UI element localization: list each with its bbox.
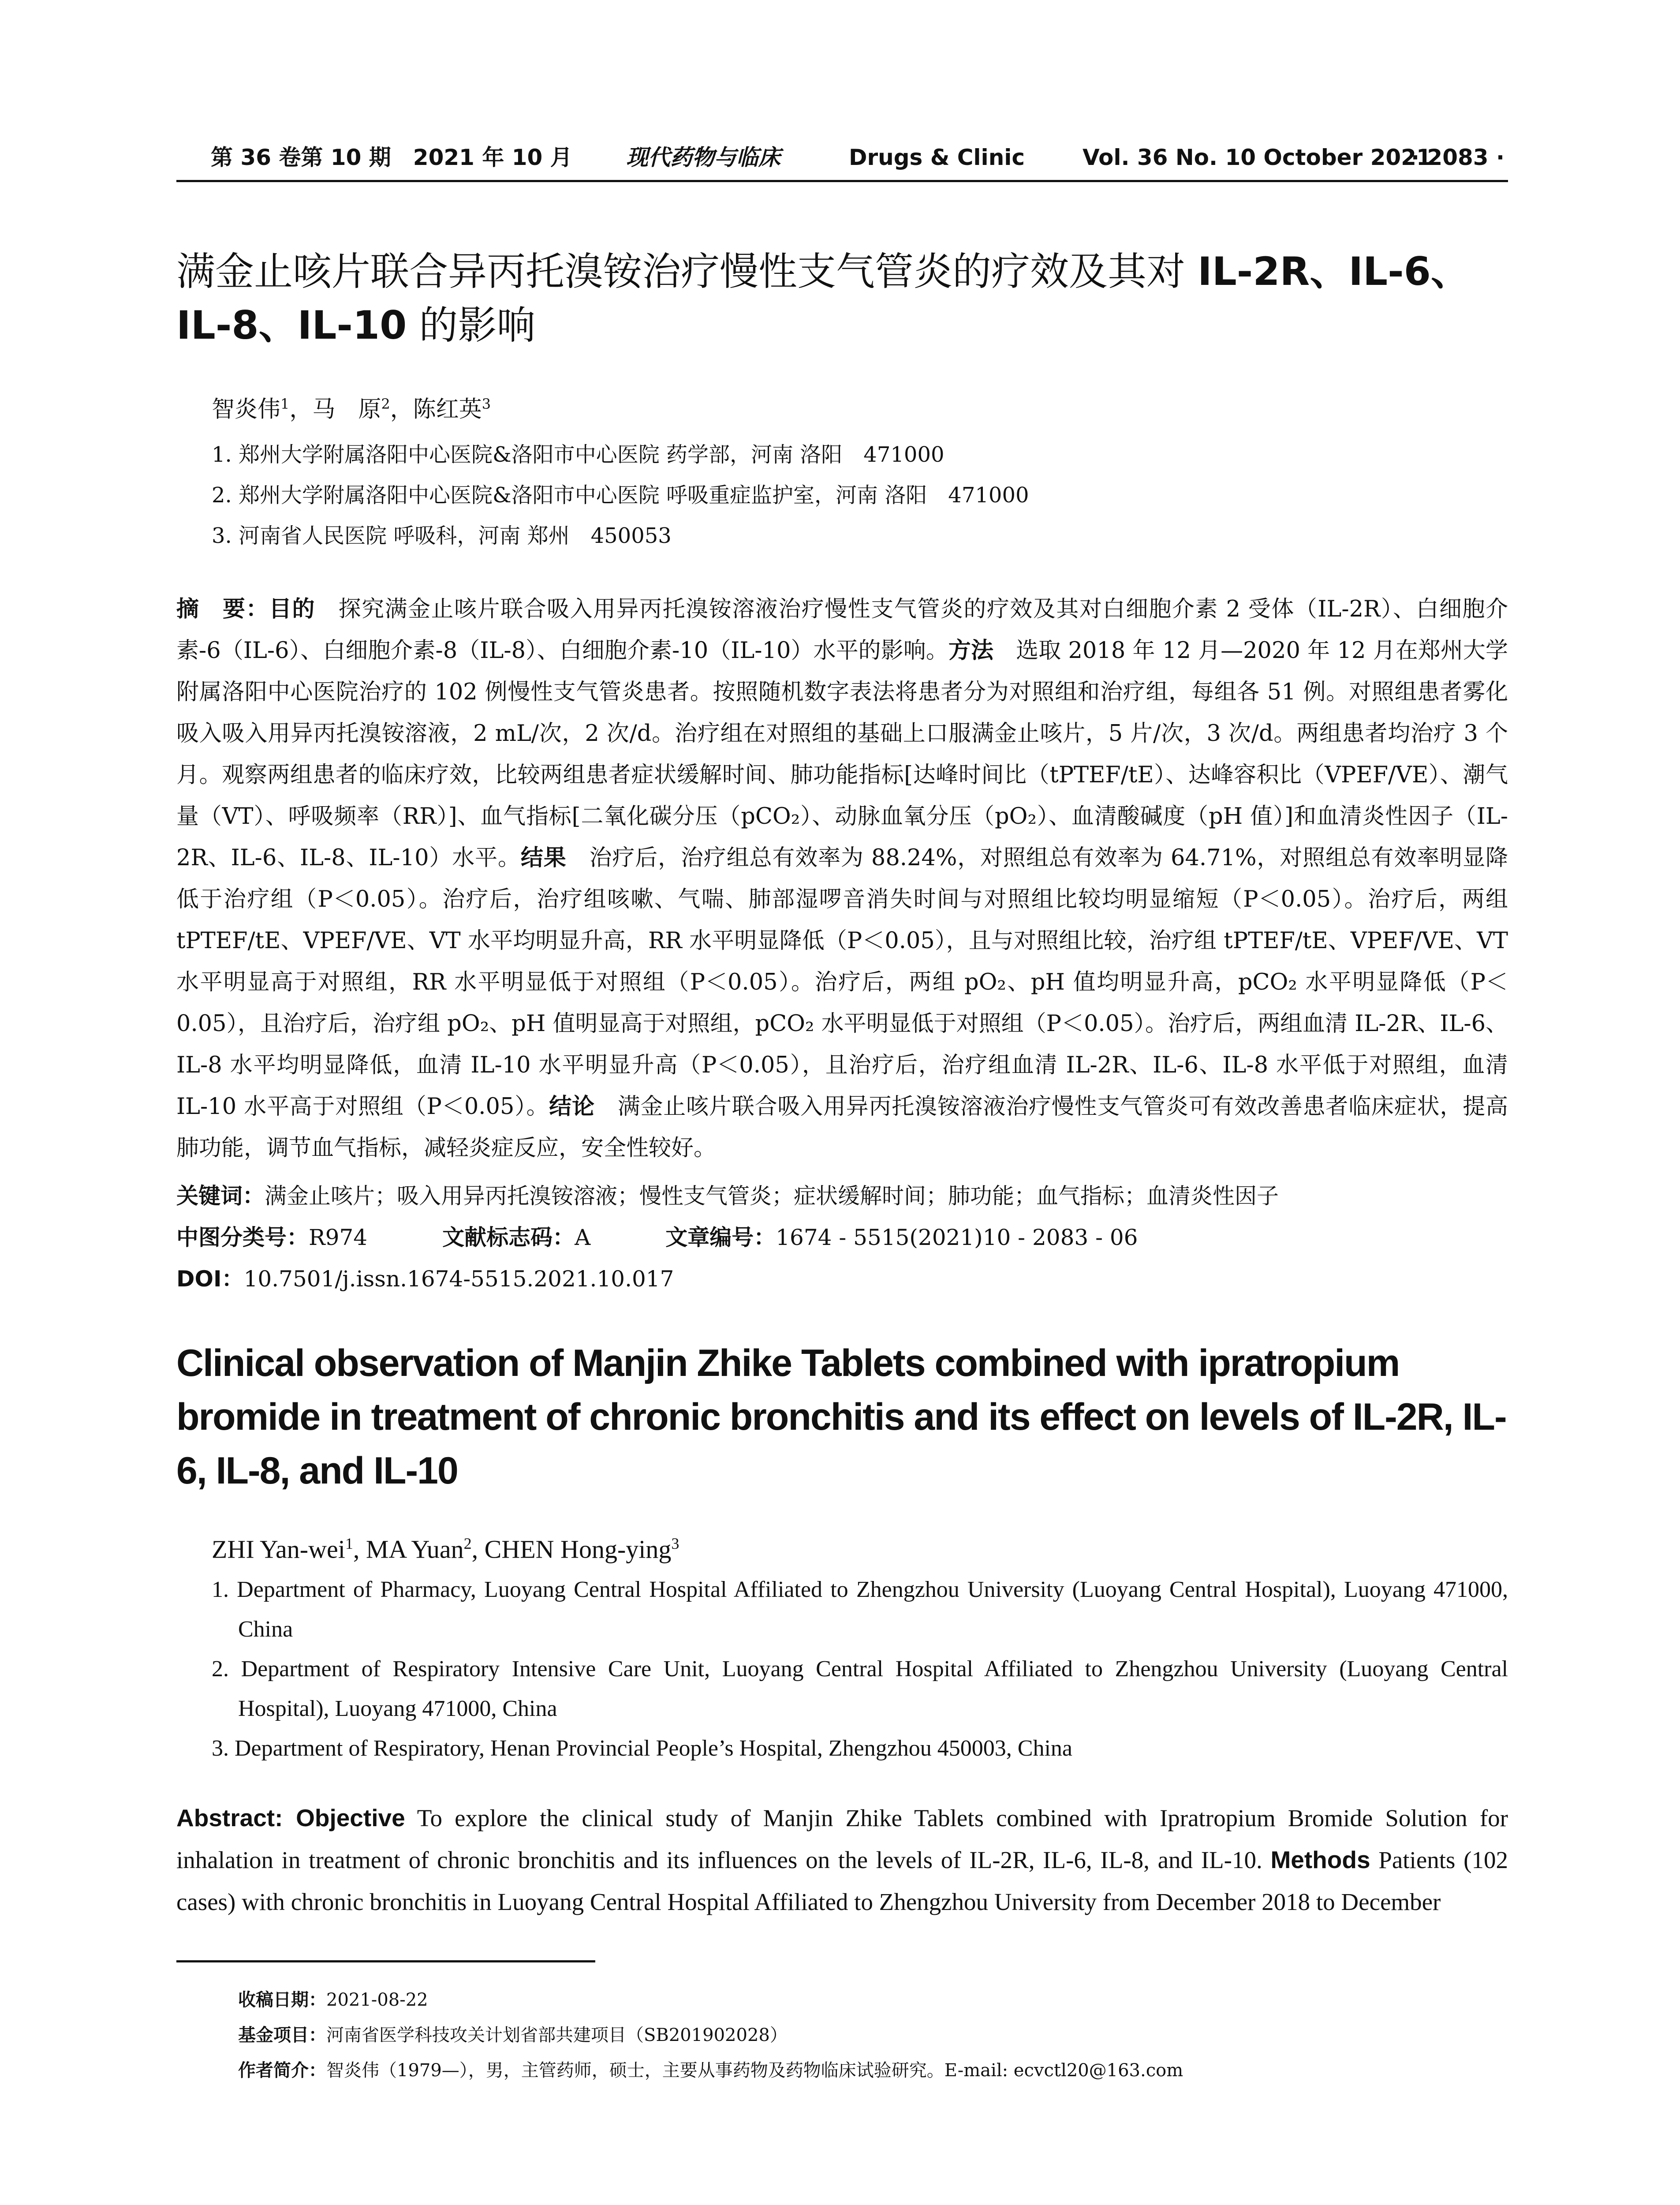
- authors-en: ZHI Yan-wei$^1$, MA Yuan$^2$, CHEN Hong-ying$^3$: [212, 1535, 679, 1564]
- affiliations-cn: [212, 434, 1029, 556]
- affiliation-cn-2: 2. 郑州大学附属洛阳中心医院&洛阳市中心医院 呼吸重症监护室，河南 洛阳 471000: [212, 483, 1029, 508]
- keywords-label: 关键词：: [176, 1183, 265, 1209]
- abstract-cn: [176, 589, 1508, 1169]
- abstract-en-objective: To explore the clinical study of Manjin Zhike Tablets combined with Ipratropium Bromide Solution for inhalation in treatment of chronic bronchitis and its influences on the levels of IL-2R, IL-6, IL-8, and IL-10.: [176, 1805, 1508, 1873]
- article-number-label: 文章编号：: [665, 1225, 776, 1250]
- header-volume-en: Vol. 36 No. 10 October 2021: [1083, 145, 1432, 170]
- abstract-cn-conclusion-label: 结论: [549, 1094, 595, 1120]
- received-value: 2021-08-22: [326, 1990, 428, 2010]
- affiliations-en: [212, 1570, 1508, 1768]
- abstract-cn-conclusion: 满金止咳片联合吸入用异丙托溴铵溶液治疗慢性支气管炎可有效改善患者临床症状，提高肺功能，调节血气指标，减轻炎症反应，安全性较好。: [176, 1094, 1508, 1161]
- abstract-cn-objective: 探究满金止咳片联合吸入用异丙托溴铵溶液治疗慢性支气管炎的疗效及其对白细胞介素 2 受体（IL-2R）、白细胞介素-6（IL-6）、白细胞介素-8（IL-8）、白细胞介素-10（IL-10）水平的影响。: [176, 596, 1508, 664]
- abstract-cn-results: 治疗后，治疗组总有效率为 88.24%，对照组总有效率为 64.71%，对照组总有效率明显降低于治疗组（P＜0.05）。治疗后，治疗组咳嗽、气喘、肺部湿啰音消失时间与对照组比较均明显缩短（P＜0.05）。治疗后，两组 tPTEF/tE、VPEF/VE、VT 水平均明显升高，RR 水平明显降低（P＜0.05），且与对照组比较，治疗组 tPTEF/tE、VPEF/VE、VT 水平明显高于对照组，RR 水平明显低于对照组（P＜0.05）。治疗后，两组 pO₂、pH 值均明显升高，pCO₂ 水平明显降低（P＜0.05），且治疗后，治疗组 pO₂、pH 值明显高于对照组，pCO₂ 水平明显低于对照组（P＜0.05）。治疗后，两组血清 IL-2R、IL-6、IL-8 水平均明显降低，血清 IL-10 水平明显升高（P＜0.05），且治疗后，治疗组血清 IL-2R、IL-6、IL-8 水平低于对照组，血清 IL-10 水平高于对照组（P＜0.05）。: [176, 845, 1508, 1120]
- footnote-divider: [176, 1960, 595, 1962]
- authors-cn: 智炎伟$^1$，马 原$^2$，陈红英$^3$: [212, 396, 491, 423]
- header-volume-cn: 第 36 卷第 10 期 2021 年 10 月: [211, 145, 572, 170]
- author-cn-1-sup: 1: [280, 396, 290, 412]
- author-en-1-sup: 1: [345, 1535, 353, 1552]
- bio-value: 智炎伟（1979—），男，主管药师，硕士，主要从事药物及药物临床试验研究。E-mail: ecvctl20@163.com: [326, 2060, 1183, 2081]
- keywords-row: [176, 1175, 1508, 1217]
- abstract-cn-results-label: 结果: [520, 845, 567, 871]
- article-number-value: 1674 - 5515(2021)10 - 2083 - 06: [776, 1225, 1138, 1250]
- clc-label: 中图分类号：: [176, 1225, 309, 1250]
- abstract-cn-methods: 选取 2018 年 12 月—2020 年 12 月在郑州大学附属洛阳中心医院治疗的 102 例慢性支气管炎患者。按照随机数字表法将患者分为对照组和治疗组，每组各 51 例。对照组患者雾化吸入吸入用异丙托溴铵溶液，2 mL/次，2 次/d。治疗组在对照组的基础上口服满金止咳片，5 片/次，3 次/d。两组患者均治疗 3 个月。观察两组患者的临床疗效，比较两组患者症状缓解时间、肺功能指标[达峰时间比（tPTEF/tE）、达峰容积比（VPEF/VE）、潮气量（VT）、呼吸频率（RR）]、血气指标[二氧化碳分压（pCO₂）、动脉血氧分压（pO₂）、血清酸碱度（pH 值）]和血清炎性因子（IL-2R、IL-6、IL-8、IL-10）水平。: [176, 638, 1508, 871]
- author-en-2: MA Yuan: [366, 1535, 464, 1564]
- clc-value: R974: [309, 1225, 368, 1250]
- title-cn-part1: 满金止咳片联合异丙托溴铵治疗慢性支气管炎的疗效及其对: [176, 249, 1198, 294]
- received-label: 收稿日期：: [238, 1990, 326, 2010]
- doi-value: 10.7501/j.issn.1674-5515.2021.10.017: [243, 1266, 674, 1292]
- author-cn-3-sup: 3: [482, 396, 491, 412]
- footnote-fund: [238, 2018, 1508, 2053]
- abstract-en-objective-label: Objective: [296, 1804, 405, 1831]
- footnote-bio: [238, 2053, 1508, 2088]
- footnotes: [238, 1982, 1508, 2088]
- abstract-cn-methods-label: 方法: [948, 638, 994, 664]
- author-cn-1: 智炎伟: [212, 396, 281, 423]
- author-cn-2: 马 原: [312, 396, 381, 423]
- author-cn-3: 陈红英: [413, 396, 482, 423]
- classification-row: [176, 1217, 1508, 1258]
- metadata-cn: [176, 1175, 1508, 1300]
- doc-code-label: 文献标志码：: [442, 1225, 575, 1250]
- title-en: Clinical observation of Manjin Zhike Tablets combined with ipratropium bromide in treatment of chronic bronchitis and its effect on levels of IL-2R, IL-6, IL-8, and IL-10: [176, 1342, 1506, 1492]
- footnote-received: [238, 1982, 1508, 2018]
- affiliation-en-1: 1. Department of Pharmacy, Luoyang Central Hospital Affiliated to Zhengzhou University (Luoyang Central Hospital), Luoyang 471000, China: [212, 1577, 1508, 1642]
- affiliation-en-3: 3. Department of Respiratory, Henan Provincial People’s Hospital, Zhengzhou 450003, China: [212, 1736, 1073, 1761]
- header-journal-en: Drugs & Clinic: [849, 145, 1025, 170]
- header-page-number: · 2083 ·: [1411, 145, 1505, 170]
- affiliation-cn-3: 3. 河南省人民医院 呼吸科，河南 郑州 450053: [212, 523, 672, 548]
- author-en-2-sup: 2: [463, 1535, 472, 1552]
- abstract-en-methods-label: Methods: [1270, 1846, 1370, 1873]
- doi-label: DOI：: [176, 1266, 244, 1292]
- title-cn: [176, 245, 1508, 352]
- author-en-3-sup: 3: [671, 1535, 679, 1552]
- abstract-cn-label: 摘 要：: [176, 596, 269, 622]
- running-header: [176, 142, 1508, 182]
- fund-value: 河南省医学科技攻关计划省部共建项目（SB201902028）: [326, 2025, 788, 2045]
- author-en-1: ZHI Yan-wei: [212, 1535, 345, 1564]
- title-cn-part3: 的影响: [407, 303, 536, 348]
- doc-code-value: A: [575, 1225, 591, 1250]
- fund-label: 基金项目：: [238, 2025, 326, 2045]
- abstract-en-methods: Patients (102 cases) with chronic bronchitis in Luoyang Central Hospital Affiliated to Zhengzhou University from December 2018 to December: [176, 1846, 1508, 1915]
- affiliation-cn-1: 1. 郑州大学附属洛阳中心医院&洛阳市中心医院 药学部，河南 洛阳 471000: [212, 442, 945, 467]
- abstract-en-label: Abstract:: [176, 1804, 296, 1831]
- author-en-3: CHEN Hong-ying: [484, 1535, 672, 1564]
- affiliation-en-2: 2. Department of Respiratory Intensive Care Unit, Luoyang Central Hospital Affiliated to Zhengzhou University (Luoyang Central Hospital), Luoyang 471000, China: [212, 1656, 1508, 1721]
- header-journal-cn: 现代药物与临床: [626, 144, 780, 170]
- title-cn-part2: IL-2R、IL-6、IL-8、IL-10: [176, 249, 1470, 348]
- abstract-en: [176, 1797, 1508, 1923]
- author-cn-2-sup: 2: [381, 396, 390, 412]
- bio-label: 作者简介：: [238, 2060, 326, 2081]
- abstract-cn-objective-label: 目的: [269, 596, 316, 622]
- keywords-value: 满金止咳片；吸入用异丙托溴铵溶液；慢性支气管炎；症状缓解时间；肺功能；血气指标；血清炎性因子: [265, 1183, 1279, 1209]
- doi-row: [176, 1258, 1508, 1300]
